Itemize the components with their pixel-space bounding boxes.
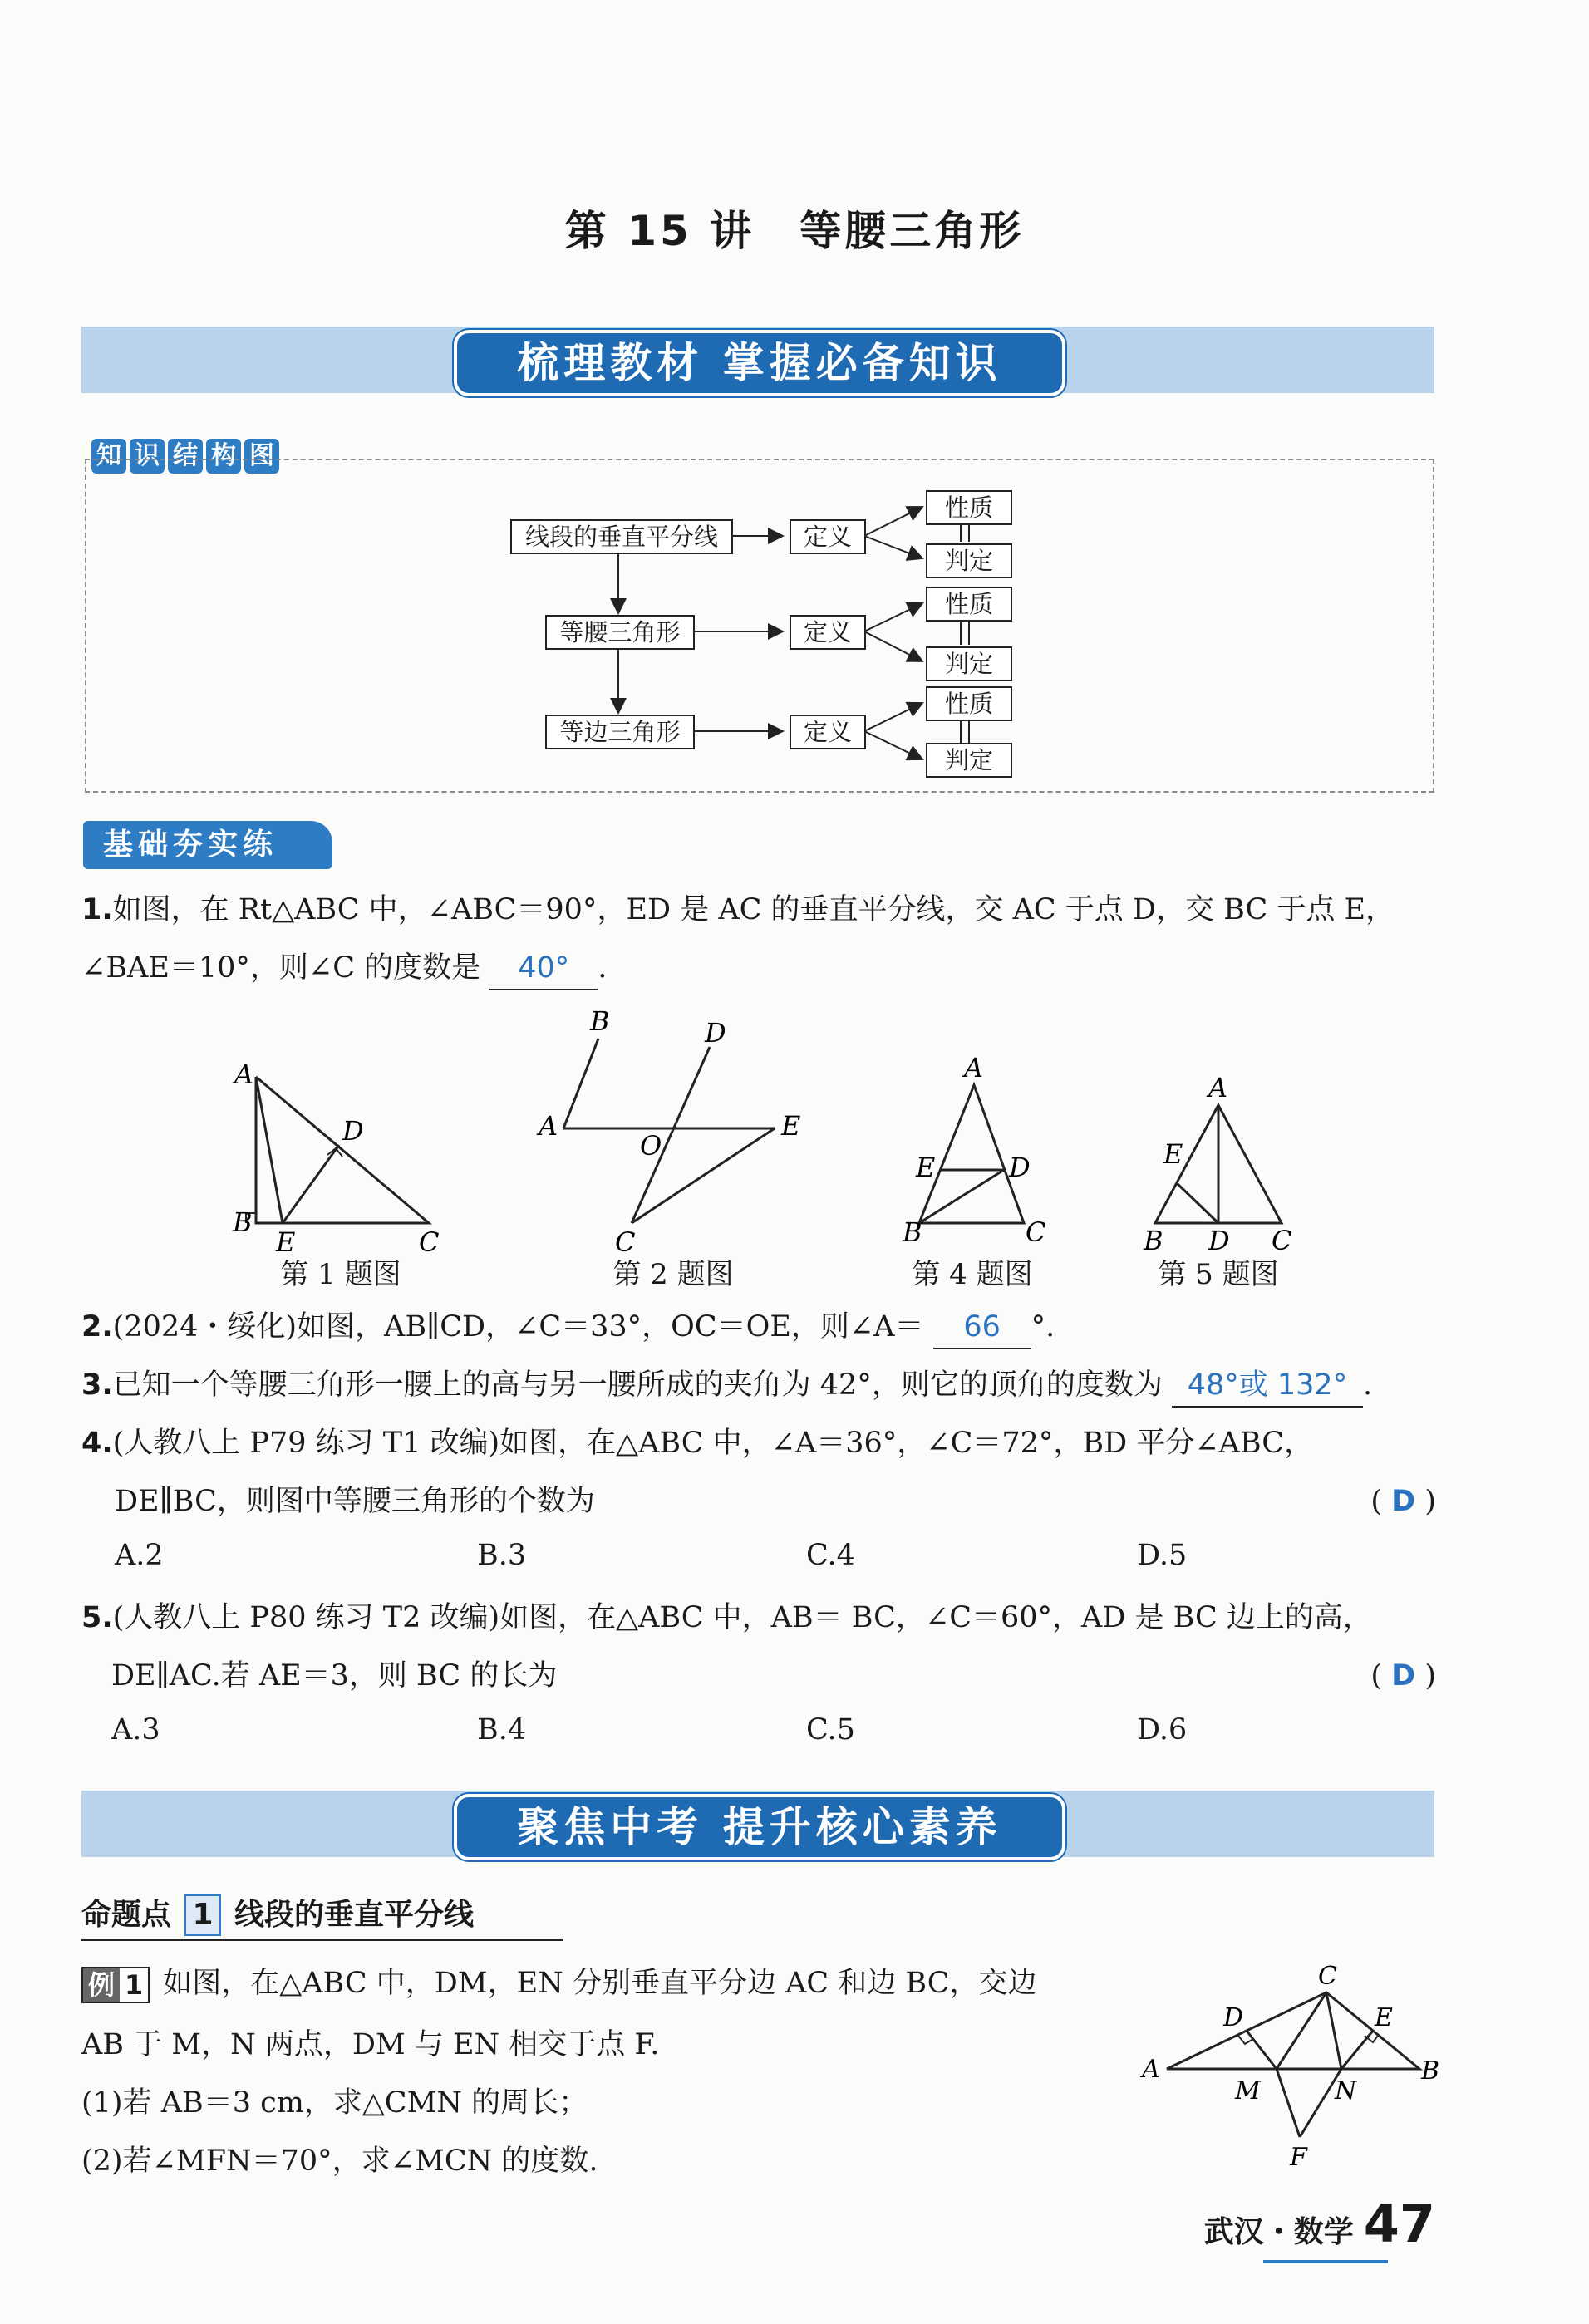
answer-choice-bracket: ( D ) <box>1370 1485 1436 1518</box>
tag-char: 结 <box>168 439 203 474</box>
figure-1 <box>246 1077 429 1223</box>
footer-text: 武汉・数学 <box>1203 2215 1354 2249</box>
fig4-label: C <box>1026 1216 1046 1248</box>
fig2-label: B <box>590 1005 610 1037</box>
flow-definition: 定义 <box>790 615 866 650</box>
example-tag <box>81 1967 150 2003</box>
tag-char: 构 <box>206 439 241 474</box>
question-4-line-1 <box>81 1422 1436 1464</box>
question-5-line-1 <box>81 1597 1436 1639</box>
flow-topic-isosceles: 等腰三角形 <box>545 615 695 650</box>
figure-4-caption: 第 4 题图 <box>912 1258 1033 1291</box>
fig4-label: B <box>903 1216 922 1248</box>
proposition-title: 线段的垂直平分线 <box>234 1898 475 1932</box>
question-number: 2. <box>81 1310 113 1344</box>
question-text: (人教八上 P79 练习 T1 改编)如图，在△ABC 中，∠A＝36°，∠C＝72°，BD 平分∠ABC， <box>112 1427 1314 1460</box>
knowledge-flowchart <box>85 459 1434 793</box>
answer-blank: 66 <box>933 1306 1031 1349</box>
fig5-label: A <box>1208 1072 1228 1103</box>
flow-judgement: 判定 <box>926 646 1012 681</box>
flow-definition: 定义 <box>790 519 866 554</box>
option-a: A.3 <box>111 1713 160 1747</box>
question-number: 5. <box>81 1601 113 1634</box>
tag-char: 识 <box>130 439 165 474</box>
proposition-heading <box>81 1891 474 1936</box>
fig2-label: E <box>781 1110 801 1142</box>
fig2-label: D <box>705 1017 726 1049</box>
fig1-label: C <box>419 1226 440 1255</box>
fig5-label: D <box>1208 1225 1230 1255</box>
answer-choice: D <box>1391 1485 1416 1518</box>
option-b: B.3 <box>477 1539 527 1572</box>
option-a: A.2 <box>115 1539 164 1572</box>
question-number: 4. <box>81 1427 113 1460</box>
example-tag-label: 例 <box>83 1968 120 2002</box>
question-text: 如图，在 Rt△ABC 中，∠ABC＝90°，ED 是 AC 的垂直平分线，交 AC 于点 D，交 BC 于点 E， <box>112 893 1395 926</box>
example-line-3: (1)若 AB＝3 cm，求△CMN 的周长； <box>81 2086 588 2120</box>
ex-fig-label: N <box>1335 2076 1357 2105</box>
option-c: C.5 <box>806 1713 855 1747</box>
proposition-number: 1 <box>184 1894 221 1936</box>
tag-char: 图 <box>244 439 279 474</box>
section-band-2-label: 聚焦中考 提升核心素养 <box>454 1794 1065 1860</box>
figure-5-caption: 第 5 题图 <box>1158 1258 1279 1291</box>
flow-property: 性质 <box>926 490 1012 525</box>
figures-row <box>199 1005 1363 1255</box>
lecture-title: 第 15 讲 等腰三角形 <box>564 207 1025 255</box>
question-5-line-2 <box>111 1655 1436 1697</box>
example-tag-number: 1 <box>125 1968 144 2001</box>
proposition-label: 命题点 <box>81 1898 172 1932</box>
example-line-1 <box>81 1963 1129 2004</box>
fig2-label: C <box>615 1226 636 1255</box>
option-c: C.4 <box>806 1539 855 1572</box>
answer-blank: 40° <box>489 947 598 990</box>
flow-property: 性质 <box>926 587 1012 622</box>
page-number: 47 <box>1363 2194 1435 2254</box>
question-text: ∠BAE＝10°，则∠C 的度数是 <box>81 951 481 985</box>
example-text: 如图，在△ABC 中，DM，EN 分别垂直平分边 AC 和边 BC，交边 <box>163 1967 1037 2000</box>
ex-fig-label: B <box>1421 2056 1440 2086</box>
punct: . <box>598 951 608 985</box>
punct: . <box>1362 1368 1373 1402</box>
figure-2 <box>563 1039 775 1223</box>
option-b: B.4 <box>477 1713 527 1747</box>
fig2-label: O <box>640 1130 662 1162</box>
heading-underline <box>81 1939 563 1941</box>
question-4-line-2 <box>115 1481 1436 1522</box>
ex-fig-label: E <box>1375 2003 1393 2032</box>
flowchart-arrows <box>86 460 1433 791</box>
flow-property: 性质 <box>926 686 1012 721</box>
fig4-label: E <box>916 1152 936 1183</box>
figure-2-caption: 第 2 题图 <box>612 1258 734 1291</box>
question-number: 1. <box>81 893 113 926</box>
basic-practice-tag: 基础夯实练 <box>83 821 332 869</box>
ex-fig-label: M <box>1235 2076 1261 2105</box>
question-text: DE∥BC，则图中等腰三角形的个数为 <box>115 1485 595 1518</box>
footer-accent-line <box>1263 2260 1388 2263</box>
flow-topic-perpendicular-bisector: 线段的垂直平分线 <box>510 519 733 554</box>
fig5-label: E <box>1163 1138 1183 1170</box>
question-text: (2024・绥化)如图，AB∥CD，∠C＝33°，OC＝OE，则∠A＝ <box>112 1310 924 1344</box>
question-number: 3. <box>81 1368 113 1402</box>
fig1-label: E <box>276 1226 296 1255</box>
question-text: DE∥AC.若 AE＝3，则 BC 的长为 <box>111 1659 558 1693</box>
answer-choice-bracket: ( D ) <box>1370 1659 1436 1693</box>
option-d: D.5 <box>1137 1539 1188 1572</box>
answer-choice: D <box>1391 1659 1416 1693</box>
ex-fig-label: D <box>1223 2003 1244 2032</box>
question-text: 已知一个等腰三角形一腰上的高与另一腰所成的夹角为 42°，则它的顶角的度数为 <box>112 1368 1163 1402</box>
example-figure <box>1130 1953 1446 2169</box>
question-1-line-2 <box>81 947 1436 990</box>
fig4-label: D <box>1009 1152 1031 1183</box>
flow-judgement: 判定 <box>926 543 1012 578</box>
fig5-label: B <box>1144 1225 1163 1255</box>
flow-judgement: 判定 <box>926 743 1012 778</box>
punct: °. <box>1031 1310 1055 1344</box>
flow-definition: 定义 <box>790 715 866 749</box>
section-band-2 <box>81 1791 1434 1857</box>
figure-1-caption: 第 1 题图 <box>280 1258 401 1291</box>
question-2 <box>81 1306 1436 1349</box>
fig5-label: C <box>1272 1225 1292 1255</box>
answer-blank: 48°或 132° <box>1172 1364 1363 1408</box>
fig2-label: A <box>539 1110 558 1142</box>
question-text: (人教八上 P80 练习 T2 改编)如图，在△ABC 中，AB＝ BC，∠C＝60°，AD 是 BC 边上的高， <box>112 1601 1372 1634</box>
ex-fig-label: F <box>1290 2143 1307 2169</box>
fig1-label: D <box>342 1115 364 1147</box>
question-1-line-1 <box>81 889 1436 931</box>
fig4-label: A <box>964 1052 984 1083</box>
option-d: D.6 <box>1137 1713 1188 1747</box>
ex-fig-label: A <box>1142 2055 1160 2084</box>
example-line-4: (2)若∠MFN＝70°，求∠MCN 的度数. <box>81 2145 598 2178</box>
flow-topic-equilateral: 等边三角形 <box>545 715 695 749</box>
fig1-label: A <box>234 1059 254 1090</box>
page-footer <box>1204 2194 1435 2254</box>
ex-fig-label: C <box>1318 1962 1337 1991</box>
fig1-label: B <box>233 1206 253 1238</box>
tag-char: 知 <box>91 439 126 474</box>
section-band-1-label: 梳理教材 掌握必备知识 <box>454 330 1065 396</box>
example-line-2: AB 于 M，N 两点，DM 与 EN 相交于点 F. <box>81 2028 660 2061</box>
section-band-1 <box>81 327 1434 393</box>
question-3 <box>81 1364 1436 1408</box>
